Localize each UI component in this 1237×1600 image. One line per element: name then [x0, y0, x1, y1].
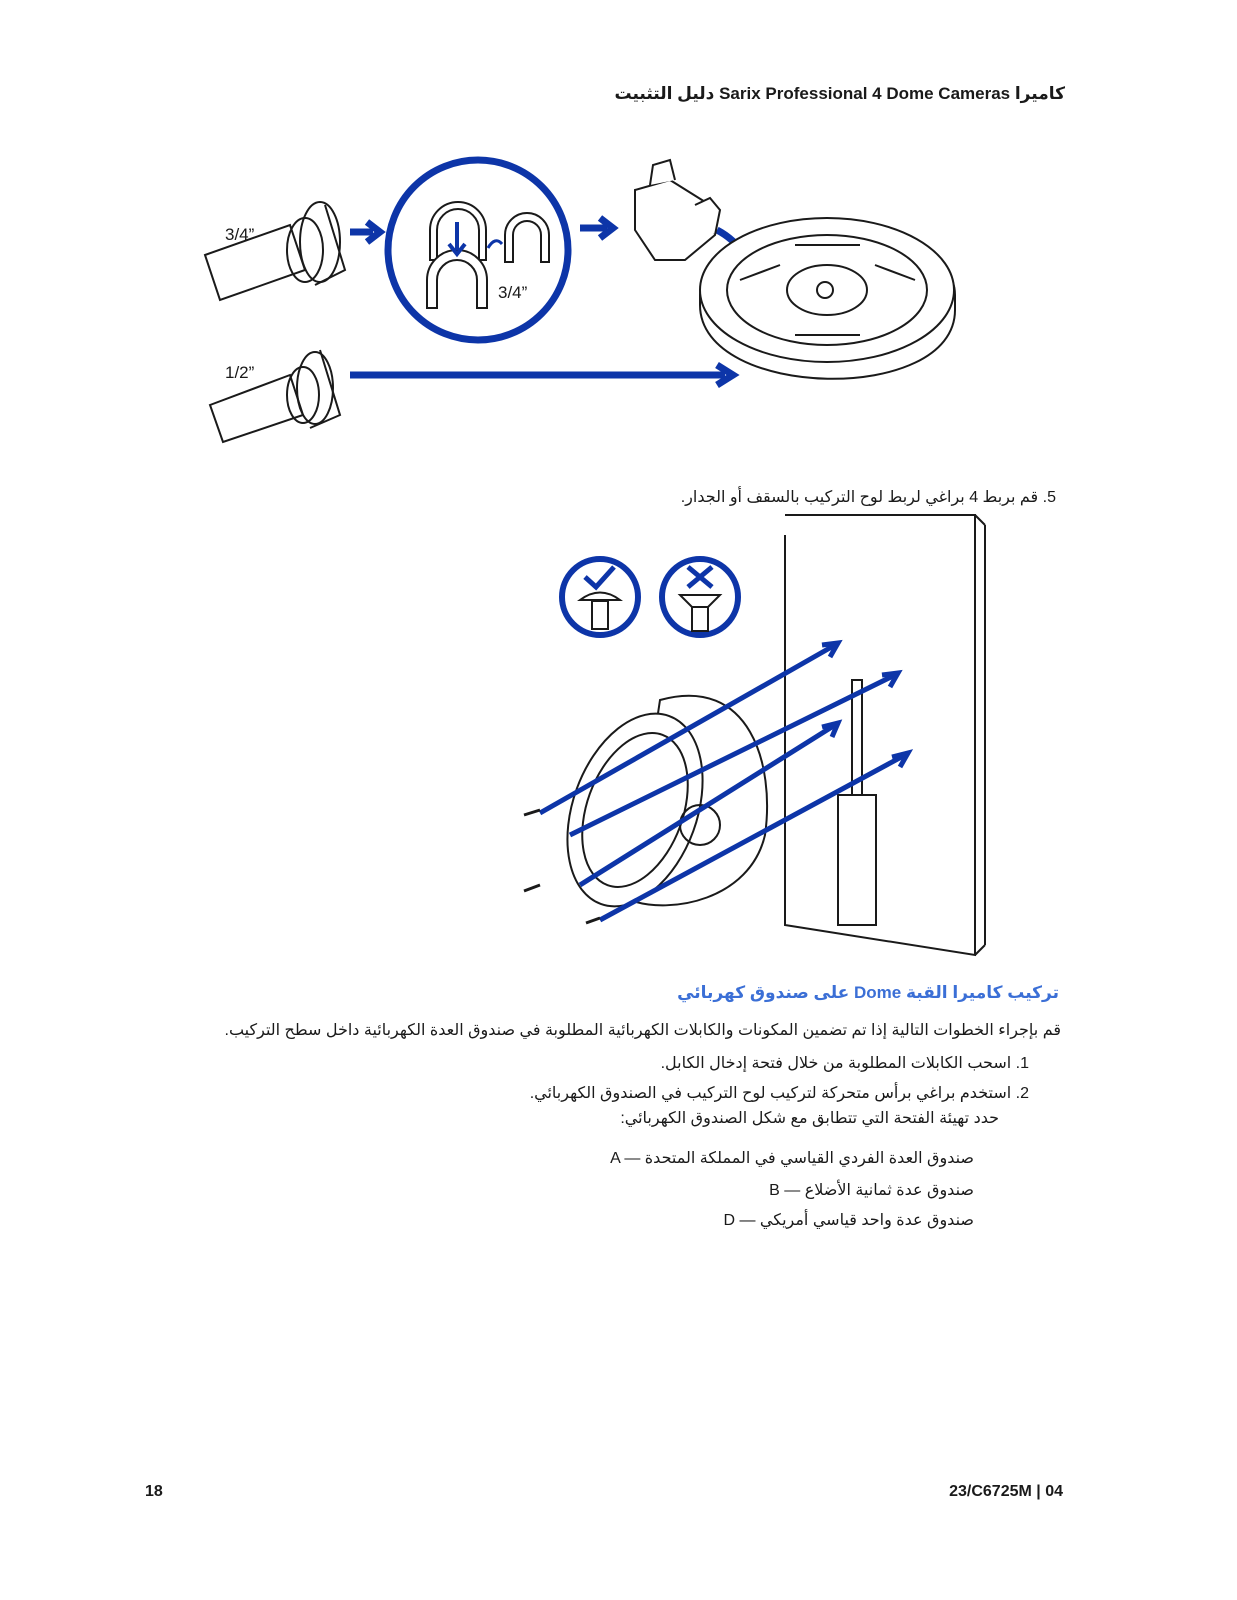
section-intro: قم بإجراء الخطوات التالية إذا تم تضمين المكونات والكابلات الكهربائية المطلوبة في صندوق العدة الكهربائية داخل سطح التركيب. — [224, 1022, 1061, 1039]
doc-code: 23/C6725M | 04 — [949, 1483, 1063, 1500]
option-b: B — صندوق عدة ثمانية الأضلاع — [769, 1182, 974, 1199]
option-d: D — صندوق عدة واحد قياسي أمريكي — [723, 1212, 974, 1229]
step-5-text: 5. قم بربط 4 براغي لربط لوح التركيب بالسقف أو الجدار. — [680, 489, 1056, 506]
section-step-1: 1. اسحب الكابلات المطلوبة من خلال فتحة إدخال الكابل. — [660, 1055, 1029, 1072]
adapter-part — [635, 160, 720, 260]
pan-head-screw-ok-icon — [562, 559, 638, 635]
conduit-adapter-figure — [195, 150, 1065, 450]
label-half: 1/2” — [225, 363, 255, 382]
label-adapter: 3/4” — [498, 283, 528, 302]
conduit-fitting-icon — [205, 202, 345, 300]
label-three-quarter: 3/4” — [225, 225, 255, 244]
section-step-2: 2. استخدم براغي برأس متحركة لتركيب لوح التركيب في الصندوق الكهربائي. — [529, 1085, 1029, 1102]
adapter-illustration — [388, 160, 568, 340]
countersunk-screw-no-icon — [662, 559, 738, 635]
option-a: A — صندوق العدة الفردي القياسي في المملكة المتحدة — [610, 1150, 974, 1167]
section-step-2-sub: حدد تهيئة الفتحة التي تتطابق مع شكل الصندوق الكهربائي: — [620, 1110, 999, 1127]
wall-mount-figure — [510, 505, 1000, 970]
page-header: كاميرا Sarix Professional 4 Dome Cameras دليل التثبيت — [614, 84, 1065, 103]
section-title: تركيب كاميرا القبة Dome على صندوق كهربائي — [677, 983, 1059, 1002]
page-number: 18 — [145, 1483, 163, 1500]
mount-base-illustration — [700, 218, 955, 379]
